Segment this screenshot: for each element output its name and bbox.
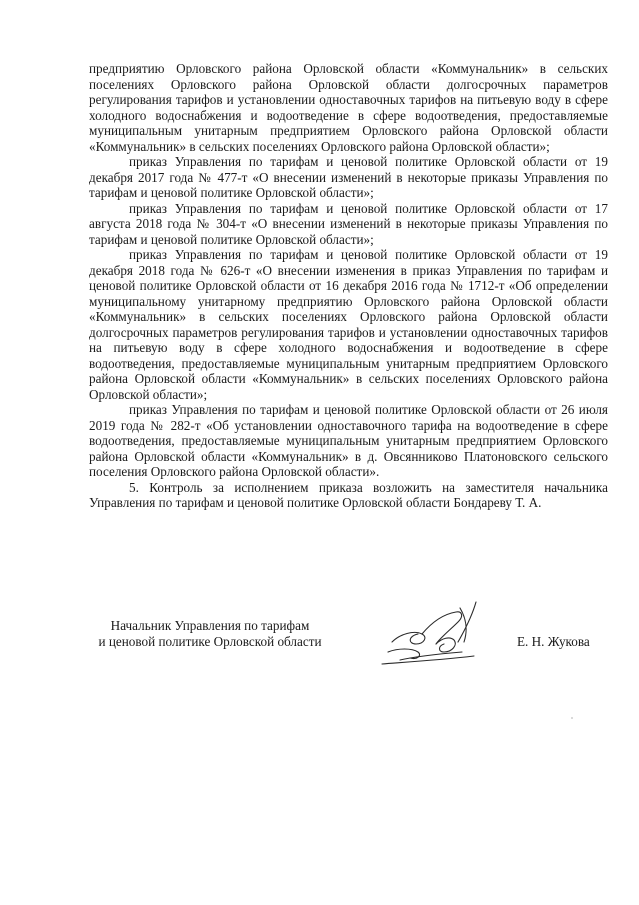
document-body <box>89 61 608 511</box>
scan-speck <box>571 717 573 719</box>
paragraph-order-304: приказ Управления по тарифам и ценовой политике Орловской области от 17 августа 2018 года № 304-т «О внесении изменений в некоторые приказы Управления по тарифам и ценовой политике Орловской области»; <box>89 200 608 247</box>
signer-name: Е. Н. Жукова <box>517 634 590 649</box>
signatory-position-line-2: и ценовой политике Орловской области <box>98 634 322 649</box>
signatory-position <box>80 618 340 650</box>
paragraph-order-282: приказ Управления по тарифам и ценовой политике Орловской области от 26 июля 2019 года № 282-т «Об установлении одноставочного тарифа на водоотведение в сфере водоотведения, предоставляемые муниципальным унитарным предприятием Орловского района Орловской области «Коммунальник» в д. Овсянниково Платоновского сельского поселения Орловского района Орловской области». <box>89 402 608 479</box>
paragraph-order-626: приказ Управления по тарифам и ценовой политике Орловской области от 19 декабря 2018 года № 626-т «О внесении изменения в приказ Управления по тарифам и ценовой политике Орловской области от 16 декабря 2016 года № 1712-т «Об определении муниципальному унитарному предприятию Орловского района Орловской области «Коммунальник» в сельских поселениях Орловского района Орловской области долгосрочных параметров регулирования тарифов и установлении одноставочных тарифов на питьевую воду в сфере холодного водоснабжения и водоотведение в сфере водоотведения, предоставляемые муниципальным унитарным предприятием Орловского района Орловской области «Коммунальник» в сельских поселениях Орловского района Орловской области»; <box>89 247 608 402</box>
paragraph-order-477: приказ Управления по тарифам и ценовой политике Орловской области от 19 декабря 2017 года № 477-т «О внесении изменений в некоторые приказы Управления по тарифам и ценовой политике Орловской области»; <box>89 154 608 200</box>
signatory-position-line-1: Начальник Управления по тарифам <box>110 618 310 633</box>
handwritten-signature <box>378 598 508 670</box>
paragraph-control-clause: 5. Контроль за исполнением приказа возложить на заместителя начальника Управления по тарифам и ценовой политике Орловской области Бондареву Т. А. <box>89 479 608 510</box>
paragraph-continuation: предприятию Орловского района Орловской области «Коммунальник» в сельских поселениях Орловского района Орловской области долгосрочных параметров регулирования тарифов и установлении одноставочных тарифов на питьевую воду в сфере холодного водоснабжения и водоотведение в сфере водоотведения, предоставляемые муниципальным унитарным предприятием Орловского района Орловской области «Коммунальник» в сельских поселениях Орловского района Орловской области»; <box>89 61 608 154</box>
